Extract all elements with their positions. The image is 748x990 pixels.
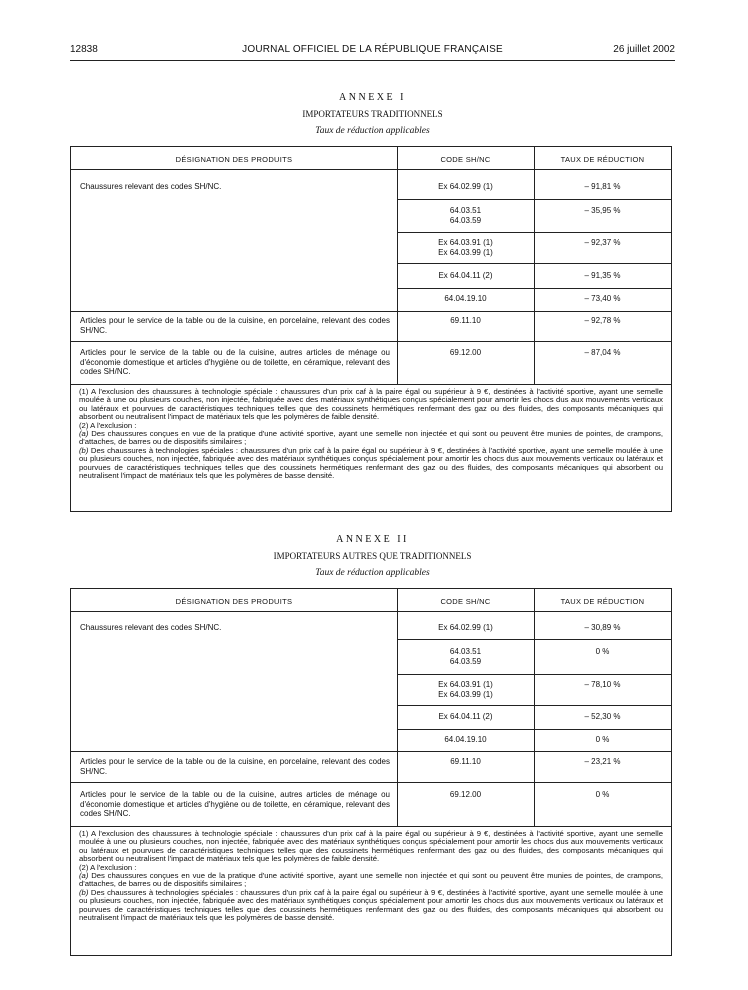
product-designation: Chaussures relevant des codes SH/NC. (80, 182, 222, 191)
rate-cell: – 91,81 % (584, 182, 621, 191)
row-divider (71, 751, 671, 752)
annex-title: ANNEXE II (336, 534, 409, 545)
code-cell: 69.12.00 (449, 348, 482, 357)
rate-cell: – 73,40 % (584, 294, 621, 303)
footnote-text: Des chaussures conçues en vue de la pratique d'une activité sportive, ayant une semelle non injectée et qui sont ou peuvent être munies de pointes, de crampons, d'attaches, de barres ou de dispositifs similaires ; (79, 429, 663, 447)
code-cell: Ex 64.03.99 (1) (438, 690, 493, 699)
code-cell: Ex 64.03.91 (1) (438, 238, 493, 247)
header-rule (70, 60, 675, 61)
row-divider (71, 341, 671, 342)
footnote-marker: (b) (79, 445, 89, 455)
rate-cell: – 92,78 % (584, 316, 621, 325)
rate-cell: – 78,10 % (584, 680, 621, 689)
product-designation: Articles pour le service de la table ou de la cuisine, autres articles de ménage ou d'économie domestique et articles d'hygiène ou de toilette, en céramique, relevant des codes SH/NC. (80, 348, 390, 376)
row-divider (397, 705, 671, 706)
code-cell: Ex 64.04.11 (2) (438, 712, 493, 721)
column-header: CODE SH/NC (440, 155, 491, 164)
code-cell: Ex 64.03.91 (1) (438, 680, 493, 689)
annex-caption: Taux de réduction applicables (315, 568, 430, 578)
footnote-2-intro: (2) A l'exclusion : (79, 862, 137, 872)
footnote-marker: (a) (79, 871, 89, 881)
rate-cell: 0 % (595, 790, 610, 799)
issue-date: 26 juillet 2002 (613, 44, 675, 55)
rate-cell: – 87,04 % (584, 348, 621, 357)
footnote-2a (79, 430, 663, 447)
footnotes (79, 388, 663, 480)
product-designation: Articles pour le service de la table ou de la cuisine, autres articles de ménage ou d'économie domestique et articles d'hygiène ou de toilette, en céramique, relevant des codes SH/NC. (80, 790, 390, 818)
footnote-2b (79, 447, 663, 481)
row-divider (397, 674, 671, 675)
annex-title: ANNEXE I (339, 92, 406, 103)
annex-table (70, 588, 672, 956)
code-cell: 64.04.19.10 (444, 294, 487, 303)
footnote-text: Des chaussures à technologies spéciales : chaussures d'un prix caf à la paire égal ou supérieur à 9 €, destinées à l'activité sportive, ayant une semelle moulée à une ou plusieurs couches, non injectée, fabriquée avec des matériaux synthétiques conçus spécialement pour amortir les chocs dus aux mouvements verticaux ou latéraux et pourvues de caractéristiques techniques telles que des coussinets hermétiques renfermant des gaz ou des fluides, des composants mécaniques qui absorbent ou neutralisent l'impact de matériaux tels que les polymères de basse densité. (79, 887, 663, 923)
rate-cell: – 52,30 % (584, 712, 621, 721)
row-divider (71, 384, 671, 385)
rate-cell: – 35,95 % (584, 206, 621, 215)
row-divider (71, 169, 671, 170)
rate-cell: – 91,35 % (584, 271, 621, 280)
rate-cell: – 92,37 % (584, 238, 621, 247)
row-divider (397, 288, 671, 289)
row-divider (397, 263, 671, 264)
code-cell: 69.12.00 (449, 790, 482, 799)
code-cell: 64.03.51 (449, 647, 482, 656)
product-designation: Articles pour le service de la table ou de la cuisine, en porcelaine, relevant des codes SH/NC. (80, 316, 390, 335)
footnote-marker: (a) (79, 429, 89, 439)
footnote-2b (79, 889, 663, 923)
row-divider (397, 729, 671, 730)
code-cell: Ex 64.02.99 (1) (438, 623, 493, 632)
footnote-1: (1) A l'exclusion des chaussures à technologie spéciale : chaussures d'un prix caf à la paire égal ou supérieur à 9 €, destinées à l'activité sportive, ayant une semelle moulée à une ou plusieurs couches, non injectée, fabriquée avec des matériaux synthétiques conçus spécialement pour amortir les chocs dus aux mouvements verticaux ou latéraux et pourvues de caractéristiques techniques telles que des coussinets hermétiques renfermant des gaz ou des fluides, des composants mécaniques qui absorbent ou neutralisent l'impact de matériaux tels que les polymères de faible densité. (79, 829, 663, 864)
annex-table (70, 146, 672, 512)
rate-cell: – 23,21 % (584, 757, 621, 766)
annex-caption: Taux de réduction applicables (315, 126, 430, 136)
column-header: DÉSIGNATION DES PRODUITS (175, 597, 293, 606)
row-divider (71, 782, 671, 783)
footnote-text: Des chaussures à technologies spéciales : chaussures d'un prix caf à la paire égal ou supérieur à 9 €, destinées à l'activité sportive, ayant une semelle moulée à une ou plusieurs couches, non injectée, fabriquée avec des matériaux synthétiques conçus spécialement pour amortir les chocs dus aux mouvements verticaux ou latéraux et pourvues de caractéristiques techniques telles que des coussinets hermétiques renfermant des gaz ou des fluides, des composants mécaniques qui absorbent ou neutralisent l'impact de matériaux tels que les polymères de basse densité. (79, 445, 663, 481)
page-header (70, 44, 675, 58)
code-cell: 64.04.19.10 (444, 735, 487, 744)
column-header: DÉSIGNATION DES PRODUITS (175, 155, 293, 164)
code-cell: Ex 64.03.99 (1) (438, 248, 493, 257)
code-cell: 69.11.10 (450, 316, 481, 325)
footnote-text: Des chaussures conçues en vue de la pratique d'une activité sportive, ayant une semelle non injectée et qui sont ou peuvent être munies de pointes, de crampons, d'attaches, de barres ou de dispositifs similaires ; (79, 871, 663, 889)
code-cell: 64.03.51 (449, 206, 482, 215)
column-header: CODE SH/NC (440, 597, 491, 606)
footnote-marker: (b) (79, 887, 89, 897)
code-cell: 69.11.10 (450, 757, 481, 766)
rate-cell: 0 % (595, 735, 610, 744)
code-cell: 64.03.59 (449, 216, 482, 225)
code-cell: Ex 64.02.99 (1) (438, 182, 493, 191)
code-cell: Ex 64.04.11 (2) (438, 271, 493, 280)
row-divider (71, 311, 671, 312)
page-number: 12838 (70, 44, 98, 55)
footnotes (79, 830, 663, 922)
row-divider (397, 232, 671, 233)
footnote-2a (79, 872, 663, 889)
row-divider (71, 611, 671, 612)
footnote-2-intro: (2) A l'exclusion : (79, 420, 137, 430)
row-divider (397, 639, 671, 640)
column-header: TAUX DE RÉDUCTION (560, 597, 645, 606)
rate-cell: – 30,89 % (584, 623, 621, 632)
annex-subtitle: IMPORTATEURS AUTRES QUE TRADITIONNELS (273, 551, 472, 561)
rate-cell: 0 % (595, 647, 610, 656)
row-divider (71, 826, 671, 827)
product-designation: Articles pour le service de la table ou de la cuisine, en porcelaine, relevant des codes SH/NC. (80, 757, 390, 776)
row-divider (397, 199, 671, 200)
annex-subtitle: IMPORTATEURS TRADITIONNELS (302, 109, 443, 119)
product-designation: Chaussures relevant des codes SH/NC. (80, 623, 222, 632)
journal-title: JOURNAL OFFICIEL DE LA RÉPUBLIQUE FRANÇAISE (242, 44, 503, 55)
column-header: TAUX DE RÉDUCTION (560, 155, 645, 164)
code-cell: 64.03.59 (449, 657, 482, 666)
footnote-1: (1) A l'exclusion des chaussures à technologie spéciale : chaussures d'un prix caf à la paire égal ou supérieur à 9 €, destinées à l'activité sportive, ayant une semelle moulée à une ou plusieurs couches, non injectée, fabriquée avec des matériaux synthétiques conçus spécialement pour amortir les chocs dus aux mouvements verticaux ou latéraux et pourvues de caractéristiques techniques telles que des coussinets hermétiques renfermant des gaz ou des fluides, des composants mécaniques qui absorbent ou neutralisent l'impact de matériaux tels que les polymères de faible densité. (79, 387, 663, 422)
